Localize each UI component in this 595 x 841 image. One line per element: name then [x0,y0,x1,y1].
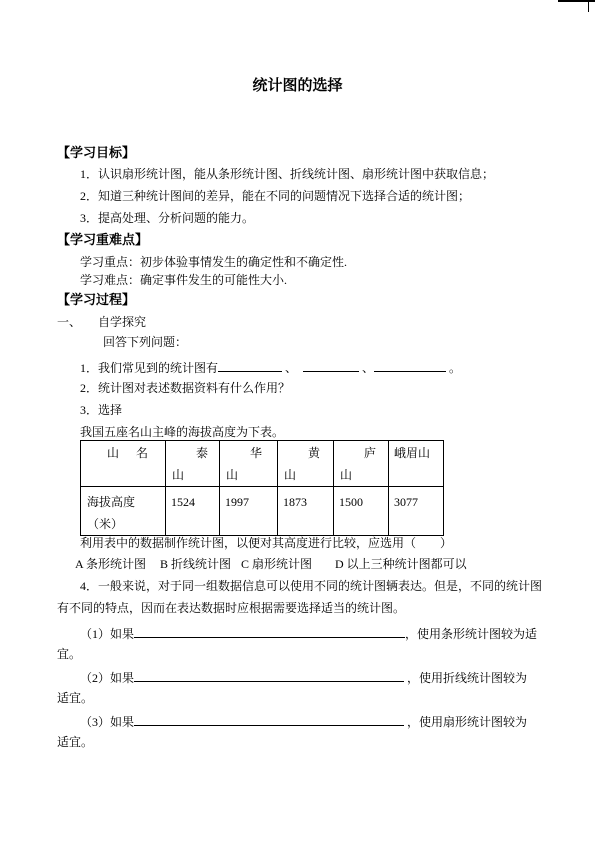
table-header-row [81,441,444,487]
question-2: 2．统计图对表述数据资料有什么作用？ [80,381,291,395]
fill-in-continuation: 适宜。 [57,691,94,705]
fill-in-suffix: ，使用折线统计图较为 [404,671,528,685]
table-row [81,487,444,536]
answer-blank [134,669,404,682]
key-point-item: 学习重点：初步体验事情发生的确定性和不确定性. [80,255,348,269]
answer-blank [374,359,446,372]
table-header-cell [81,441,166,487]
question-3: 3．选择 [80,403,123,417]
height-value: 1500 [339,495,363,509]
fill-in-item [80,669,527,685]
separator: 、 [359,361,375,375]
mountain-name: 山 [340,468,353,482]
table-cell [278,487,334,536]
height-value: 1524 [171,495,195,509]
header-label: 山 名 [107,446,149,460]
table-cell [334,487,389,536]
height-value: 1997 [225,495,249,509]
choice-question: 利用表中的数据制作统计图，以便对其高度进行比较，应选用（ ） [80,536,453,550]
mountain-name: 黄 [308,446,321,460]
table-row-label-cell [81,487,166,536]
instruction-text: 回答下列问题： [103,335,188,349]
table-header-cell [278,441,334,487]
table-header-cell [389,441,444,487]
crop-mark-horizontal [558,0,595,2]
separator: 、 [282,361,301,375]
choice-b: B 折线统计图 [160,557,232,571]
page-title: 统计图的选择 [252,78,343,94]
row-label-unit: （米） [87,517,124,531]
table-cell [220,487,278,536]
fill-in-continuation: 宜。 [57,647,82,661]
fill-in-item [80,713,527,729]
table-header-cell [220,441,278,487]
objective-item: 1．认识扇形统计图，能从条形统计图、折线统计图、扇形统计图中获取信息； [80,167,495,181]
process-heading: 【学习过程】 [57,292,136,307]
fill-in-suffix: ，使用扇形统计图较为 [404,715,528,729]
height-value: 1873 [283,495,307,509]
fill-in-continuation: 适宜。 [57,735,94,749]
height-value: 3077 [394,495,418,509]
row-label: 海拔高度 [87,495,136,509]
mountain-name: 山 [226,468,239,482]
answer-blank [303,359,359,372]
answer-blank [134,713,404,726]
choice-d: D 以上三种统计图都可以 [335,557,467,571]
fill-in-suffix: ，使用条形统计图较为适 [405,627,538,641]
mountain-name: 华 [250,446,263,460]
mountain-name: 山 [172,468,185,482]
choice-c: C 扇形统计图 [241,557,313,571]
crop-mark-vertical [588,0,589,12]
answer-blank [134,625,405,638]
fill-in-item [80,625,537,641]
fill-in-prefix: （3）如果 [80,715,135,729]
mountain-height-table [80,440,444,536]
question-4-line: 4．一般来说，对于同一组数据信息可以使用不同的统计图辆表达。但是，不同的统计图 [80,579,543,593]
objective-item: 3．提高处理、分析问题的能力。 [80,211,255,225]
table-cell [166,487,220,536]
key-points-heading: 【学习重难点】 [57,232,149,247]
key-point-item: 学习难点：确定事件发生的可能性大小. [80,273,288,287]
fill-in-prefix: （1）如果 [80,627,135,641]
table-header-cell [334,441,389,487]
objective-item: 2．知道三种统计图间的差异，能在不同的问题情况下选择合适的统计图； [80,189,471,203]
fill-in-prefix: （2）如果 [80,671,135,685]
mountain-name: 山 [284,468,297,482]
objectives-heading: 【学习目标】 [57,145,136,160]
table-cell [389,487,444,536]
mountain-name: 峨眉山 [394,446,431,460]
mountain-name: 泰 [196,446,209,460]
mountain-name: 庐 [364,446,377,460]
question-1-end: 。 [446,361,462,375]
section-number: 一、 [57,315,82,329]
table-intro: 我国五座名山主峰的海拔高度为下表。 [80,425,285,439]
answer-blank [218,359,282,372]
section-title: 自学探究 [98,315,147,329]
question-1-text: 1．我们常见到的统计图有 [80,361,219,375]
question-1 [80,359,461,375]
question-4-line: 有不同的特点，因而在表达数据时应根据需要选择适当的统计图。 [57,601,406,615]
choice-a: A 条形统计图 [75,557,147,571]
table-header-cell [166,441,220,487]
